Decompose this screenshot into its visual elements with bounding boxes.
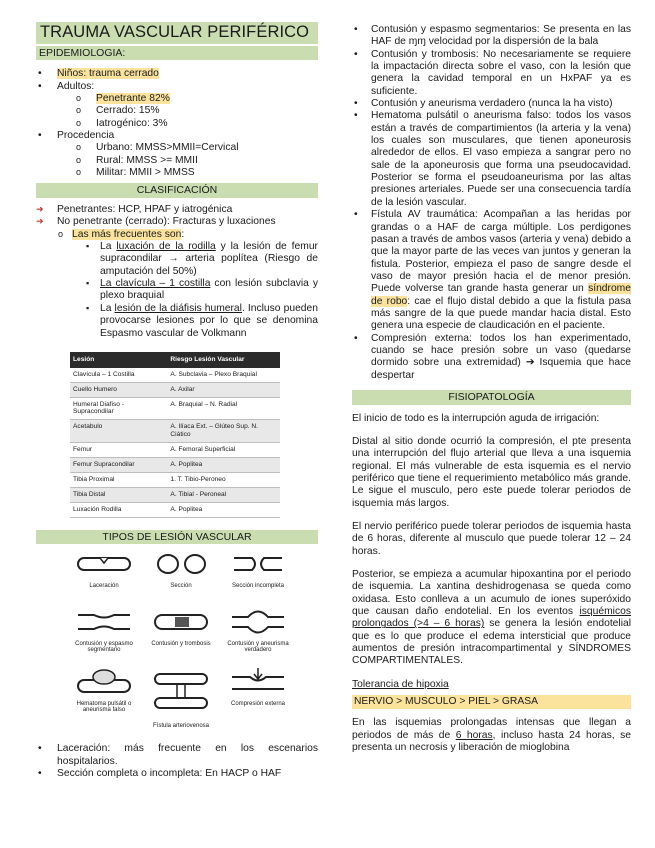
- compresion-icon: [228, 668, 288, 696]
- seccion-incompleta-icon: [228, 550, 288, 578]
- list-item: ▪ La lesión de la diáfisis humeral. Incluso pueden provocarse lesiones por lo que se denomina Espasmo vascular de Volkmann: [36, 303, 318, 340]
- mas-frecuentes-list: [36, 241, 318, 340]
- list-item: • Hematoma pulsátil o aneurisma falso: todos los vasos están a través de compartimientos (la arteria y la vena) los cuales son musculares, que tienen aponeurosis alrededor de ellos. El vaso empieza a sangrar pero no sale de la aponeurosis que forma una pseudocavidad. Posterior se forma el pseudoaneurisma por las altas presiones arteriales. Puede ser una consecuencia tardía de la lesión vascular.: [352, 110, 631, 209]
- mas-frecuentes-item: o Las más frecuentes son:: [36, 229, 318, 241]
- tolerancia-heading: Tolerancia de hipoxia: [352, 678, 449, 690]
- contusion-espasmo-icon: [74, 608, 134, 636]
- paragraph: El nervio periférico puede tolerar periodos de isquemia hasta de 6 horas, diferente al musculo que puede tolerar 12 – 24 horas.: [352, 520, 631, 557]
- table-row: Tibia Proximal 1. T. Tibio-Peroneo: [70, 473, 280, 488]
- list-item: • Contusión y aneurisma verdadero (nunca la ha visto): [352, 98, 631, 110]
- list-item: ▪ La luxación de la rodilla y la lesión de femur supracondilar → arteria poplítea (Riesgo de amputación del 50%): [36, 241, 318, 278]
- table-header: Lesión: [70, 352, 167, 368]
- list-item: • Compresión externa: todos los han experimentado, cuando se hace presión sobre un vaso (quedarse dormido sobre una extremidad) ➔ Isquemia que hace despertar: [352, 333, 631, 382]
- table-row: Luxación Rodilla A. Poplitea: [70, 502, 280, 517]
- list-item: • Niños: trauma cerrado: [36, 68, 318, 80]
- clasificacion-heading: CLASIFICACIÓN: [36, 183, 318, 198]
- paragraph: En las isquemias prolongadas intensas que llegan a periodos de más de 6 horas, incluso hasta 24 horas, se presenta un necrosis y liberación de mioglobina: [352, 717, 631, 754]
- list-item: • Contusión y trombosis: No necesariamente se requiere la impactación directa sobre el vaso, con la lesión que genera la cavidad temporal en un HxPAF ya es suficiente.: [352, 49, 631, 98]
- lesion-types-diagram: [66, 550, 296, 735]
- list-item: • Adultos: o Penetrante 82% o Cerrado: 15% o Iatrogénico: 3%: [36, 81, 318, 130]
- table-header-row: [70, 352, 280, 368]
- list-item: o Urbano: MMSS>MMII=Cervical: [36, 142, 318, 154]
- paragraph: Posterior, se empieza a acumular hipoxantina por el periodo de isquemia. La xantina deshidrogenasa se queda como oxidasa. Esto conlleva a un acumulo de iones superóxido que causan daño endotelial. En los eventos isquémicos prolongados (>4 – 6 horas) se genera la lesión endotelial que es lo que produce el edema intersticial que produce aumentos de presión intracompartimental y SÍNDROMES COMPARTIMENTALES.: [352, 569, 631, 667]
- epidemiologia-heading: EPIDEMIOLOGIA:: [36, 46, 318, 61]
- laceracion-icon: [74, 550, 134, 578]
- tipos-list: [36, 743, 318, 780]
- table-row: Femur Supracondilar A. Poplitea: [70, 458, 280, 473]
- diagram-fistula: Fístula arteriovenosa: [143, 668, 219, 729]
- seccion-icon: [151, 550, 211, 578]
- hematoma-icon: [74, 668, 134, 696]
- lesion-risk-table: [70, 352, 280, 518]
- tolerancia-order: NERVIO > MUSCULO > PIEL > GRASA: [352, 695, 631, 709]
- list-item: o Cerrado: 15%: [36, 105, 318, 117]
- list-item: o Iatrogénico: 3%: [36, 118, 318, 130]
- list-item: o Militar: MMII > MMSS: [36, 167, 318, 179]
- fisiopatologia-heading: FISIOPATOLOGÍA: [352, 390, 631, 405]
- list-item: o Penetrante 82%: [36, 93, 318, 105]
- diagram-compresion: Compresión externa: [220, 668, 296, 707]
- epidemiologia-list: [36, 68, 318, 179]
- table-row: Clavícula – 1 Costilla A. Subclavia – Plexo Braquial: [70, 368, 280, 382]
- list-item: o Rural: MMSS >= MMII: [36, 155, 318, 167]
- paragraph: El inicio de todo es la interrupción aguda de irrigación:: [352, 412, 600, 424]
- contusion-trombosis-icon: [151, 608, 211, 636]
- table-row: Humeral Diafiso - Supracondilar A. Braquial – N. Radial: [70, 397, 280, 420]
- list-item: ▪ La clavícula – 1 costilla con lesión subclavia y plexo braquial: [36, 278, 318, 303]
- left-column: [36, 22, 318, 780]
- page-title: TRAUMA VASCULAR PERIFÉRICO: [36, 22, 318, 44]
- diagram-contusion-trombosis: Contusión y trombosis: [143, 608, 219, 647]
- list-item: • Laceración: más frecuente en los escenarios hospitalarios.: [36, 743, 318, 768]
- table-row: Femur A. Femoral Superficial: [70, 443, 280, 458]
- list-item: • Sección completa o incompleta: En HACP o HAF: [36, 768, 318, 780]
- diagram-contusion-espasmo: Contusión y espasmo segmentario: [66, 608, 142, 653]
- contusion-aneurisma-icon: [228, 608, 288, 636]
- paragraph: Distal al sitio donde ocurrió la compresión, el pte presenta una interrupción del flujo arterial que lleva a una isquemia regional. El más vulnerable de esta isquemia es el nervio periférico que tiene el requerimiento metabólico más grande. Le sigue el musculo, pero este puede tolerar periodos de isquemia más largos.: [352, 435, 631, 509]
- diagram-seccion-incompleta: Sección incompleta: [220, 550, 296, 589]
- lesion-types-list: [352, 24, 631, 382]
- clasificacion-list: [36, 204, 318, 229]
- table-row: Tibia Distal A. Tibial - Peroneal: [70, 487, 280, 502]
- list-item: ➜ No penetrante (cerrado): Fracturas y luxaciones: [36, 216, 318, 228]
- table-row: Acetabulo A. Ilíaca Ext. – Glúteo Sup. N. Ciático: [70, 420, 280, 443]
- diagram-laceracion: Laceración: [66, 550, 142, 589]
- diagram-contusion-aneurisma: Contusión y aneurisma verdadero: [220, 608, 296, 653]
- table-header: Riesgo Lesión Vascular: [167, 352, 280, 368]
- list-item: • Procedencia o Urbano: MMSS>MMII=Cervical o Rural: MMSS >= MMII o Militar: MMII > MMSS: [36, 130, 318, 179]
- list-item: • Contusión y espasmo segmentarios: Se presenta en las HAF de ɱɱ velocidad por la dispersión de la bala: [352, 24, 631, 49]
- list-item: • Fístula AV traumática: Acompañan a las heridas por grandas o a HAF de carga múltiple. Los perdigones pasan a través de ambos vasos (arteria y vena) debido a que la mayor parte de las veces van juntos y generan la fistula. Posterior, empieza el paso de sangre desde el vaso de mayor presión hacia el de menor presión. Puede volverse tan grande hasta generar un síndrome de robo: cae el flujo distal debido a que la fistula pasa más sangre de la que puede mandar hacia distal. Esto genera una especie de claudicación en el paciente.: [352, 209, 631, 332]
- list-item: ➜ Penetrantes: HCP, HPAF y iatrogénica: [36, 204, 318, 216]
- diagram-hematoma: Hematoma pulsátil o aneurisma falso: [66, 668, 142, 713]
- fistula-icon: [151, 668, 211, 718]
- right-column: [352, 24, 631, 754]
- tipos-heading: TIPOS DE LESIÓN VASCULAR: [36, 530, 318, 545]
- diagram-seccion: Sección: [143, 550, 219, 589]
- table-row: Cuello Humero A. Axilar: [70, 382, 280, 397]
